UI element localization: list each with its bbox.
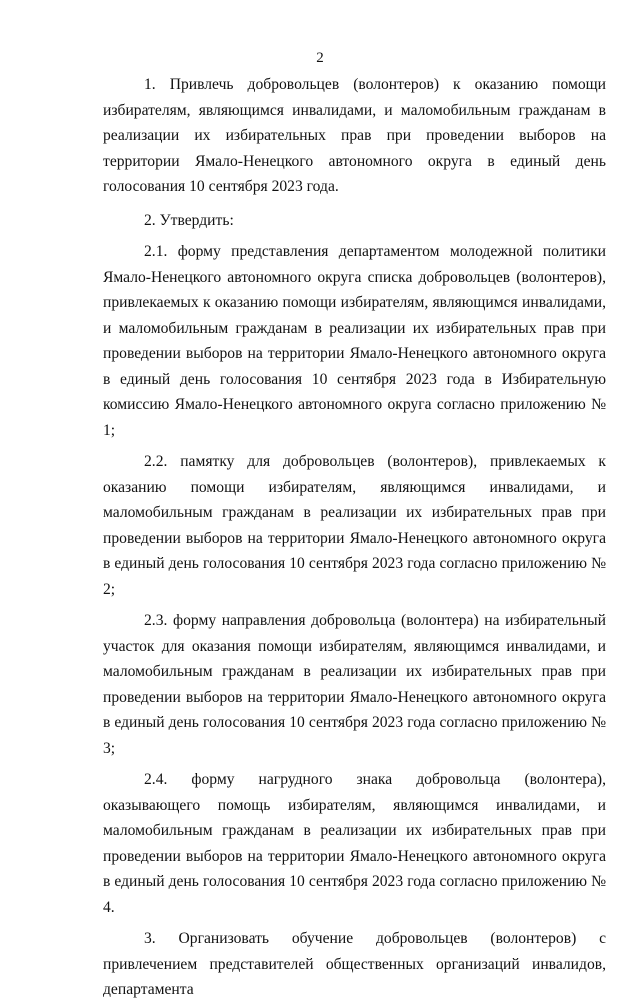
paragraph-2-4-badge-form: 2.4. форму нагрудного знака добровольца (волонтера), оказывающего помощь избирателям, являющимся инвалидами, и маломобильным гражданам в реализации их избирательных прав при проведении выборов на территории Ямало-Ненецкого автономного округа в единый день голосования 10 сентября 2023 года согласно приложению № 4.	[103, 771, 606, 916]
paragraph-1-attract-volunteers: 1. Привлечь добровольцев (волонтеров) к оказанию помощи избирателям, являющимся инвалидами, и маломобильным гражданам в реализации их избирательных прав при проведении выборов на территории Ямало-Ненецкого автономного округа в единый день голосования 10 сентября 2023 года.	[103, 76, 606, 195]
paragraph-2-3-referral-form: 2.3. форму направления добровольца (волонтера) на избирательный участок для оказания помощи избирателям, являющимся инвалидами, и маломобильным гражданам в реализации их избирательных прав при проведении выборов на территории Ямало-Ненецкого автономного округа в единый день голосования 10 сентября 2023 года согласно приложению № 3;	[103, 612, 606, 757]
paragraph-2-approve: 2. Утвердить:	[144, 211, 234, 229]
paragraph-2-2-memo: 2.2. памятку для добровольцев (волонтеров), привлекаемых к оказанию помощи избирателям, являющимся инвалидами, и маломобильным гражданам в реализации их избирательных прав при проведении выборов на территории Ямало-Ненецкого автономного округа в единый день голосования 10 сентября 2023 года согласно приложению № 2;	[103, 453, 606, 598]
page-number: 2	[316, 50, 324, 66]
paragraph-3-training: 3. Организовать обучение добровольцев (волонтеров) с привлечением представителей общественных организаций инвалидов, департамента	[103, 930, 606, 998]
document-body	[103, 72, 606, 1003]
paragraph-2-1-list-form: 2.1. форму представления департаментом молодежной политики Ямало-Ненецкого автономного округа списка добровольцев (волонтеров), привлекаемых к оказанию помощи избирателям, являющимся инвалидами, и маломобильным гражданам в реализации их избирательных прав при проведении выборов на территории Ямало-Ненецкого автономного округа в единый день голосования 10 сентября 2023 года в Избирательную комиссию Ямало-Ненецкого автономного округа согласно приложению № 1;	[103, 243, 606, 439]
